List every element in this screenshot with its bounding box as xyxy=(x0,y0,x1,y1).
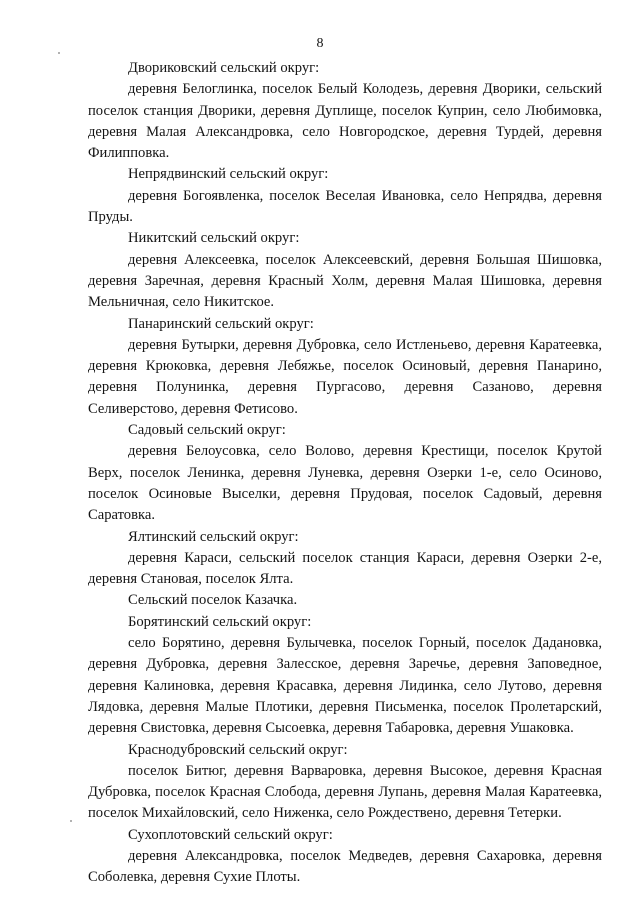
section-title: Сухоплотовский сельский округ: xyxy=(128,826,333,843)
section-title: Двориковский сельский округ: xyxy=(128,60,320,76)
section-text: деревня Бутырки, деревня Дубровка, село Истленьево, деревня Каратеевка, деревня Крюковка, деревня Лебяжье, поселок Осиновый, деревня Панарино, деревня Полунинка, деревня Пургасово, деревня Сазаново, деревня Селиверстово, деревня Фетисово. xyxy=(88,336,602,417)
section-text: деревня Богоявленка, поселок Веселая Ивановка, село Непрядва, деревня Пруды. xyxy=(88,187,602,226)
section-text: поселок Битюг, деревня Варваровка, деревня Высокое, деревня Красная Дубровка, поселок Красная Слобода, деревня Лупань, деревня Малая Каратеевка, поселок Михайловский, село Ниженка, село Рождествено, деревня Тетерки. xyxy=(88,762,602,822)
section-boryatinsky xyxy=(88,612,602,740)
section-dvorikovsky xyxy=(88,58,602,164)
section-title: Ялтинский сельский округ: xyxy=(128,528,299,545)
section-nepryadvinsky xyxy=(88,164,602,228)
section-krasnodubrovsky xyxy=(88,740,602,825)
section-sukhoplotovsky xyxy=(88,825,602,889)
section-kazachka xyxy=(88,590,602,611)
section-text: деревня Алексеевка, поселок Алексеевский, деревня Большая Шишовка, деревня Заречная, деревня Красный Холм, деревня Малая Шишовка, деревня Мельничная, село Никитское. xyxy=(88,251,602,311)
section-text: деревня Караси, сельский поселок станция Караси, деревня Озерки 2-е, деревня Становая, поселок Ялта. xyxy=(88,549,602,588)
section-title: Краснодубровский сельский округ: xyxy=(128,741,348,758)
section-text: деревня Александровка, поселок Медведев, деревня Сахаровка, деревня Соболевка, деревня Сухие Плоты. xyxy=(88,847,602,886)
scan-speck xyxy=(58,52,60,54)
page-number: 8 xyxy=(316,36,324,51)
section-yaltinsky xyxy=(88,527,602,591)
section-sadovy xyxy=(88,420,602,526)
section-title: Панаринский сельский округ: xyxy=(128,315,314,332)
section-text: село Борятино, деревня Булычевка, поселок Горный, поселок Дадановка, деревня Дубровка, деревня Залесское, деревня Заречье, деревня Заповедное, деревня Калиновка, деревня Красавка, деревня Лидинка, село Лутово, деревня Лядовка, деревня Малые Плотики, деревня Письменка, поселок Пролетарский, деревня Свистовка, деревня Сысоевка, деревня Табаровка, деревня Ушаковка. xyxy=(88,635,602,737)
section-text: деревня Белоусовка, село Волово, деревня Крестищи, поселок Крутой Верх, поселок Ленинка, деревня Луневка, деревня Озерки 1-е, село Осиново, поселок Осиновые Выселки, деревня Прудовая, поселок Садовый, деревня Саратовка. xyxy=(88,443,602,524)
scan-speck xyxy=(70,820,72,822)
section-title: Никитский сельский округ: xyxy=(128,230,300,247)
section-title: Сельский поселок Казачка. xyxy=(128,592,298,609)
section-title: Непрядвинский сельский округ: xyxy=(128,166,329,183)
section-nikitsky xyxy=(88,228,602,313)
section-panarinsky xyxy=(88,314,602,420)
section-title: Борятинский сельский округ: xyxy=(128,613,312,630)
section-title: Садовый сельский округ: xyxy=(128,422,286,439)
section-text: деревня Белоглинка, поселок Белый Колодезь, деревня Дворики, сельский поселок станция Дворики, деревня Дуплище, поселок Куприн, село Любимовка, деревня Малая Александровка, село Новгородское, деревня Турдей, деревня Филипповка. xyxy=(88,81,602,162)
document-body xyxy=(88,58,602,889)
